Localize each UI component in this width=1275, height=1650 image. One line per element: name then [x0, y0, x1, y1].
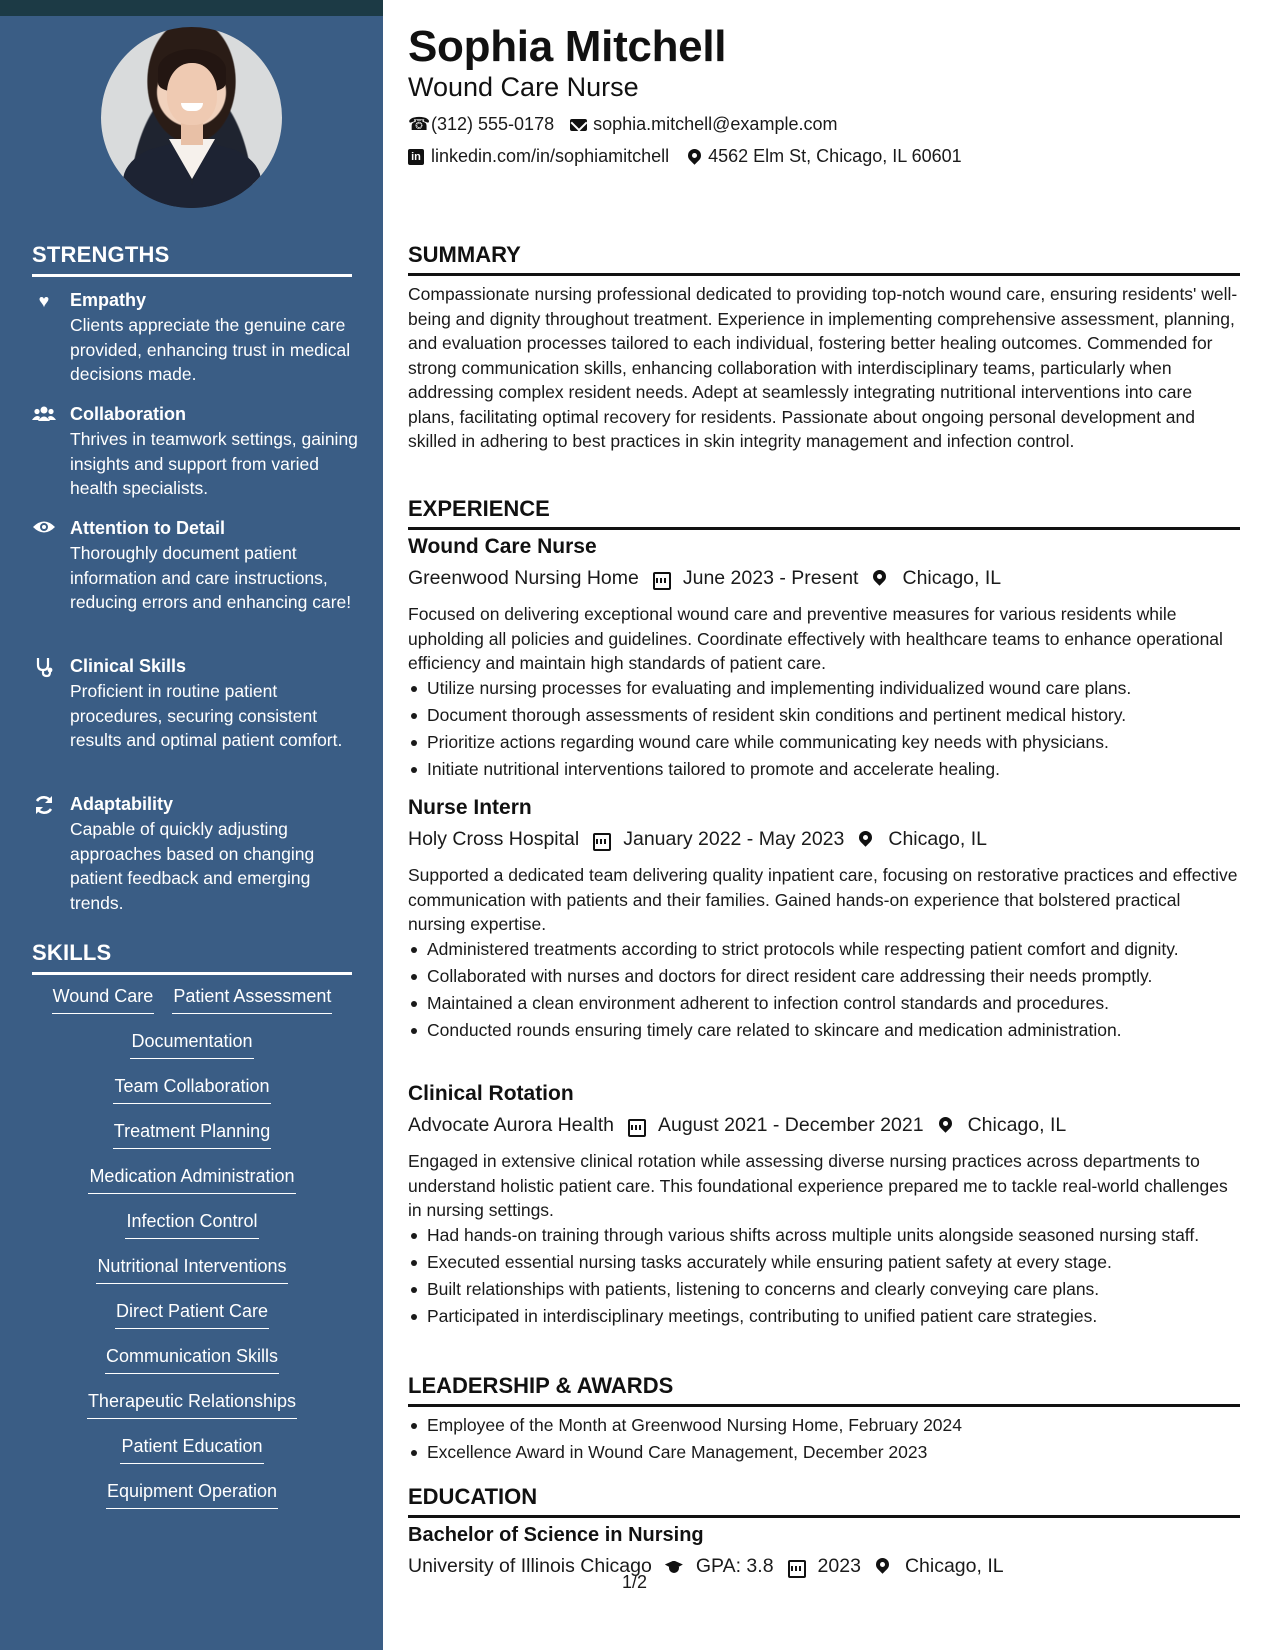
graduation-cap-icon: [664, 1557, 684, 1577]
list-item: Participated in interdisciplinary meetings, contributing to unified patient care strategies.: [408, 1304, 1240, 1329]
email-text[interactable]: sophia.mitchell@example.com: [593, 114, 838, 134]
strength-description: Proficient in routine patient procedures, securing consistent results and optimal patient comfort.: [70, 681, 343, 750]
contact-phone: [408, 114, 554, 135]
strength-description: Clients appreciate the genuine care provided, enhancing trust in medical decisions made.: [70, 315, 351, 384]
skill-tag: Patient Education: [120, 1434, 263, 1464]
page-number: 1/2: [622, 1572, 648, 1592]
map-pin-icon: [685, 148, 703, 166]
contact-row-1: [408, 114, 837, 135]
school-name: University of Illinois Chicago: [408, 1555, 652, 1577]
candidate-name: Sophia Mitchell: [408, 22, 727, 71]
skill-tag: Documentation: [130, 1029, 253, 1059]
job-dates: January 2022 - May 2023: [623, 828, 845, 850]
address-text: 4562 Elm St, Chicago, IL 60601: [708, 146, 962, 166]
sidebar-top-bar: [0, 0, 383, 16]
list-item: Built relationships with patients, listening to concerns and clearly conveying care plans.: [408, 1277, 1240, 1302]
sync-icon: [32, 794, 56, 816]
skill-tag: Wound Care: [52, 984, 155, 1014]
list-item: Had hands-on training through various shifts across multiple units alongside seasoned nursing staff.: [408, 1223, 1240, 1248]
job-title: Clinical Rotation: [408, 1082, 574, 1105]
list-item: Administered treatments according to strict protocols while respecting patient comfort and dignity.: [408, 937, 1240, 962]
job-bullets: [408, 937, 1240, 1045]
map-pin-icon: [856, 830, 876, 850]
awards-list: [408, 1413, 1240, 1467]
eye-icon: [32, 518, 56, 540]
skills-list: [32, 984, 352, 1524]
skill-tag: Nutritional Interventions: [96, 1254, 287, 1284]
list-item: Collaborated with nurses and doctors for direct resident care addressing their needs promptly.: [408, 964, 1240, 989]
calendar-icon: [591, 830, 611, 850]
skills-heading: SKILLS: [32, 940, 352, 975]
heart-icon: ♥: [38, 291, 50, 311]
map-pin-icon: [873, 1557, 893, 1577]
skill-tag: Infection Control: [125, 1209, 258, 1239]
calendar-icon: [651, 569, 671, 589]
summary-text: Compassionate nursing professional dedicated to providing top-notch wound care, ensuring residents' well-being and dignity throughout treatment. Experience in implementing comprehensive assessment, planning, and evaluation processes tailored to each individual, fostering better healing outcomes. Commended for strong communication skills, enhancing collaboration with interdisciplinary teams, particularly when addressing complex resident needs. Adept at seamlessly integrating nutritional interventions into care plans, facilitating optimal recovery for residents. Passionate about ongoing personal development and skilled in adhering to best practices in skin integrity management and infection control.: [408, 284, 1238, 451]
job-description: Supported a dedicated team delivering quality inpatient care, focusing on restorative practices and effective communication with patients and their families. Gained hands-on experience that bolstered practical nursing expertise.: [408, 865, 1238, 934]
profile-photo: [101, 27, 282, 208]
list-item: Conducted rounds ensuring timely care related to skincare and medication administration.: [408, 1018, 1240, 1043]
job-dates: June 2023 - Present: [682, 567, 859, 589]
map-pin-icon: [870, 569, 890, 589]
list-item: Initiate nutritional interventions tailored to promote and accelerate healing.: [408, 757, 1240, 782]
job-location: Chicago, IL: [902, 567, 1002, 589]
graduation-year: 2023: [817, 1555, 861, 1577]
job-meta: [408, 567, 1001, 590]
skill-tag: Therapeutic Relationships: [87, 1389, 297, 1419]
envelope-icon: [570, 116, 588, 134]
education-meta: [408, 1555, 1004, 1578]
job-bullets: [408, 1223, 1240, 1331]
job-location: Chicago, IL: [888, 828, 988, 850]
job-title: Nurse Intern: [408, 796, 532, 819]
stethoscope-icon: [32, 656, 56, 678]
contact-row-2: [408, 146, 962, 167]
job-bullets: [408, 676, 1240, 784]
skill-tag: Medication Administration: [88, 1164, 295, 1194]
job-company: Advocate Aurora Health: [408, 1114, 614, 1136]
strength-description: Thoroughly document patient information and care instructions, reducing errors and enhancing care!: [70, 543, 352, 612]
education-heading: EDUCATION: [408, 1484, 1240, 1518]
skill-tag: Direct Patient Care: [115, 1299, 269, 1329]
experience-heading: EXPERIENCE: [408, 496, 1240, 530]
strength-title: Adaptability: [70, 794, 174, 814]
sidebar: [0, 0, 383, 1650]
calendar-icon: [786, 1557, 806, 1577]
phone-icon: [408, 116, 426, 134]
list-item: Excellence Award in Wound Care Management, December 2023: [408, 1440, 1240, 1465]
job-meta: [408, 1114, 1066, 1137]
strength-title: Empathy: [70, 290, 147, 310]
gpa-text: GPA: 3.8: [695, 1555, 774, 1577]
contact-address: [685, 146, 962, 167]
linkedin-text[interactable]: linkedin.com/in/sophiamitchell: [431, 146, 670, 166]
users-icon: [32, 404, 56, 426]
awards-heading: LEADERSHIP & AWARDS: [408, 1373, 1240, 1407]
summary-heading: SUMMARY: [408, 242, 1240, 276]
list-item: Employee of the Month at Greenwood Nursing Home, February 2024: [408, 1413, 1240, 1438]
list-item: Prioritize actions regarding wound care while communicating key needs with physicians.: [408, 730, 1240, 755]
strength-title: Collaboration: [70, 404, 186, 424]
job-description: Focused on delivering exceptional wound care and preventive measures for various residents while upholding all policies and guidelines. Coordinate effectively with healthcare teams to enhance operational efficiency and maintain high standards of patient care.: [408, 604, 1223, 673]
degree-title: Bachelor of Science in Nursing: [408, 1524, 704, 1546]
contact-linkedin[interactable]: [408, 146, 669, 167]
job-title: Wound Care Nurse: [408, 535, 597, 558]
skill-tag: Communication Skills: [105, 1344, 279, 1374]
list-item: Maintained a clean environment adherent to infection control standards and procedures.: [408, 991, 1240, 1016]
map-pin-icon: [936, 1116, 956, 1136]
skill-tag: Treatment Planning: [113, 1119, 271, 1149]
list-item: Utilize nursing processes for evaluating and implementing individualized wound care plans.: [408, 676, 1240, 701]
job-location: Chicago, IL: [967, 1114, 1067, 1136]
list-item: Document thorough assessments of resident skin conditions and pertinent medical history.: [408, 703, 1240, 728]
job-company: Greenwood Nursing Home: [408, 567, 639, 589]
job-description: Engaged in extensive clinical rotation while assessing diverse nursing practices across departments to understand holistic patient care. This foundational experience prepared me to tackle real-world challenges in nursing settings.: [408, 1151, 1228, 1220]
strength-description: Thrives in teamwork settings, gaining insights and support from varied health specialists.: [70, 429, 358, 498]
strength-title: Attention to Detail: [70, 518, 225, 538]
contact-email[interactable]: [570, 114, 837, 135]
phone-text: (312) 555-0178: [431, 114, 555, 134]
job-company: Holy Cross Hospital: [408, 828, 580, 850]
job-meta: [408, 828, 987, 851]
skill-tag: Team Collaboration: [113, 1074, 270, 1104]
strength-description: Capable of quickly adjusting approaches based on changing patient feedback and emerging trends.: [70, 819, 315, 913]
list-item: Executed essential nursing tasks accurately while ensuring patient safety at every stage.: [408, 1250, 1240, 1275]
linkedin-icon: [408, 148, 426, 166]
education-location: Chicago, IL: [904, 1555, 1004, 1577]
skill-tag: Equipment Operation: [106, 1479, 278, 1509]
skill-tag: Patient Assessment: [172, 984, 332, 1014]
strengths-heading: STRENGTHS: [32, 242, 352, 277]
candidate-role: Wound Care Nurse: [408, 72, 639, 102]
strength-title: Clinical Skills: [70, 656, 187, 676]
job-dates: August 2021 - December 2021: [657, 1114, 924, 1136]
calendar-icon: [626, 1116, 646, 1136]
